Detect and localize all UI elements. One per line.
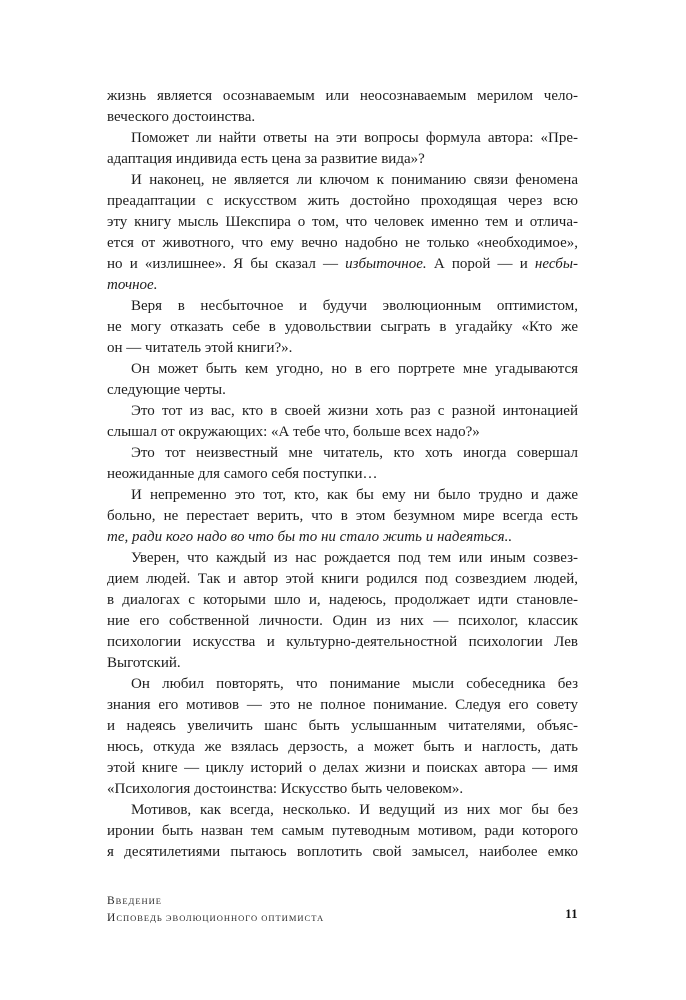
text-segment: Он любил повторять, что понимание мысли собеседника без bbox=[131, 676, 578, 692]
text-segment: Поможет ли найти ответы на эти вопросы формула автора: «Пре- bbox=[131, 130, 578, 146]
text-line bbox=[107, 485, 578, 506]
text-line bbox=[107, 464, 578, 485]
paragraph bbox=[107, 800, 578, 863]
text-segment: психологии искусства и культурно-деятельностной психологии Лев bbox=[107, 634, 578, 650]
text-segment: И наконец, не является ли ключом к пониманию связи феномена bbox=[131, 172, 578, 188]
text-line bbox=[107, 380, 578, 401]
text-line bbox=[107, 107, 578, 128]
paragraph bbox=[107, 296, 578, 359]
text-segment: Он может быть кем угодно, но в его портрете мне угадываются bbox=[131, 361, 578, 377]
text-segment: нюсь, откуда же взялась дерзость, а может быть и наглость, дать bbox=[107, 739, 578, 755]
text-line bbox=[107, 779, 578, 800]
text-line bbox=[107, 275, 578, 296]
text-line bbox=[107, 527, 578, 548]
text-segment: больно, не перестает верить, что в этом безумном мире всегда есть bbox=[107, 508, 578, 524]
text-line bbox=[107, 401, 578, 422]
text-line bbox=[107, 695, 578, 716]
text-segment: Уверен, что каждый из нас рождается под тем или иным созвез- bbox=[131, 550, 578, 566]
paragraph bbox=[107, 128, 578, 170]
paragraph bbox=[107, 359, 578, 401]
page-number: 11 bbox=[565, 907, 578, 921]
text-segment: он — читатель этой книги?». bbox=[107, 340, 293, 356]
text-segment: Это тот из вас, кто в своей жизни хоть раз с разной интонацией bbox=[131, 403, 578, 419]
text-line bbox=[107, 758, 578, 779]
text-segment: неожиданные для самого себя поступки… bbox=[107, 466, 378, 482]
text-line bbox=[107, 443, 578, 464]
italic-text-segment: точное. bbox=[107, 277, 158, 293]
text-line bbox=[107, 800, 578, 821]
text-segment: А порой — и bbox=[426, 256, 535, 272]
text-line bbox=[107, 590, 578, 611]
text-segment: и надеясь увеличить шанс быть услышанным читателями, объяс- bbox=[107, 718, 578, 734]
text-line bbox=[107, 842, 578, 863]
text-segment: в диалогах с которыми шло и, надеюсь, продолжает идти становле- bbox=[107, 592, 578, 608]
text-block bbox=[107, 86, 578, 863]
text-segment: «Психология достоинства: Искусство быть человеком». bbox=[107, 781, 464, 797]
text-line bbox=[107, 506, 578, 527]
text-segment: я десятилетиями пытаюсь воплотить свой замысел, наиболее емко bbox=[107, 844, 578, 860]
text-segment: не могу отказать себе в удовольствии сыграть в угадайку «Кто же bbox=[107, 319, 578, 335]
paragraph bbox=[107, 485, 578, 548]
italic-text-segment: те, ради кого надо во что бы то ни стало жить и надеяться.. bbox=[107, 529, 513, 545]
text-segment: ние его собственной личности. Один из них — психолог, классик bbox=[107, 613, 578, 629]
paragraph bbox=[107, 443, 578, 485]
running-title bbox=[107, 893, 324, 927]
footer-section-title: ИСПОВЕДЬ ЭВОЛЮЦИОННОГО ОПТИМИСТА bbox=[107, 912, 325, 924]
text-line bbox=[107, 737, 578, 758]
text-line bbox=[107, 821, 578, 842]
text-line bbox=[107, 128, 578, 149]
paragraph bbox=[107, 401, 578, 443]
text-segment: Это тот неизвестный мне читатель, кто хоть иногда совершал bbox=[131, 445, 578, 461]
text-line bbox=[107, 632, 578, 653]
text-segment: ется от животного, что ему вечно надобно не только «необходимое», bbox=[107, 235, 578, 251]
text-line bbox=[107, 569, 578, 590]
text-segment: эту книгу мысль Шекспира о том, что человек именно тем и отлича- bbox=[107, 214, 578, 230]
italic-text-segment: избыточное. bbox=[345, 256, 427, 272]
text-line bbox=[107, 149, 578, 170]
text-segment: веческого достоинства. bbox=[107, 109, 256, 125]
footer-chapter: ВВЕДЕНИЕ bbox=[107, 895, 162, 907]
paragraph bbox=[107, 86, 578, 128]
text-segment: но и «излишнее». Я бы сказал — bbox=[107, 256, 346, 272]
text-line bbox=[107, 233, 578, 254]
text-line bbox=[107, 317, 578, 338]
text-segment: адаптация индивида есть цена за развитие вида»? bbox=[107, 151, 425, 167]
text-line bbox=[107, 548, 578, 569]
text-line bbox=[107, 191, 578, 212]
paragraph bbox=[107, 170, 578, 296]
text-segment: жизнь является осознаваемым или неосознаваемым мерилом чело- bbox=[107, 88, 578, 104]
text-segment: иронии быть назван тем самым путеводным мотивом, ради которого bbox=[107, 823, 578, 839]
paragraph bbox=[107, 674, 578, 800]
text-segment: Мотивов, как всегда, несколько. И ведущий из них мог бы без bbox=[131, 802, 578, 818]
text-segment: Веря в несбыточное и будучи эволюционным оптимистом, bbox=[131, 298, 578, 314]
text-segment: слышал от окружающих: «А тебе что, больше всех надо?» bbox=[107, 424, 480, 440]
text-line bbox=[107, 212, 578, 233]
text-segment: этой книге — циклу историй о делах жизни и поисках автора — имя bbox=[107, 760, 578, 776]
text-line bbox=[107, 611, 578, 632]
text-line bbox=[107, 359, 578, 380]
text-line bbox=[107, 338, 578, 359]
text-line bbox=[107, 716, 578, 737]
text-segment: преадаптации с искусством жить достойно проходящая через всю bbox=[107, 193, 578, 209]
text-line bbox=[107, 86, 578, 107]
text-line bbox=[107, 653, 578, 674]
italic-text-segment: несбы- bbox=[534, 256, 578, 272]
text-segment: Выготский. bbox=[107, 655, 181, 671]
text-segment: следующие черты. bbox=[107, 382, 226, 398]
text-line bbox=[107, 170, 578, 191]
text-line bbox=[107, 296, 578, 317]
text-line bbox=[107, 422, 578, 443]
paragraph bbox=[107, 548, 578, 674]
text-line bbox=[107, 674, 578, 695]
text-line bbox=[107, 254, 578, 275]
text-segment: И непременно это тот, кто, как бы ему ни было трудно и даже bbox=[131, 487, 578, 503]
text-segment: знания его мотивов — это не полное понимание. Следуя его совету bbox=[107, 697, 578, 713]
text-segment: дием людей. Так и автор этой книги родился под созвездием людей, bbox=[107, 571, 578, 587]
